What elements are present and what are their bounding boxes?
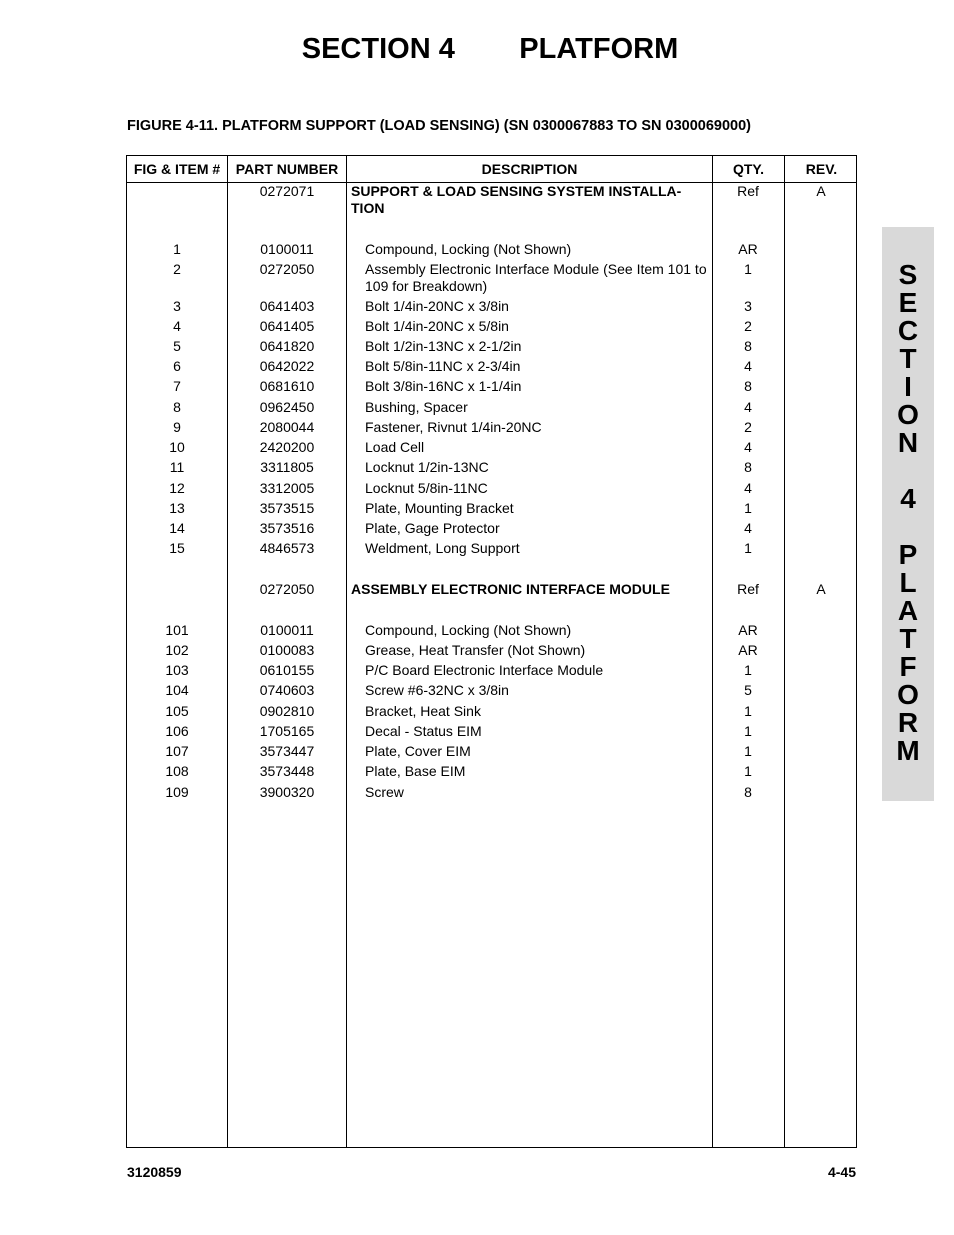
description-cell: Fastener, Rivnut 1/4in-20NC — [365, 419, 542, 435]
fig-item-cell: 8 — [173, 399, 181, 415]
qty-cell: AR — [738, 241, 758, 257]
description-cell: Screw #6-32NC x 3/8in — [365, 682, 509, 698]
document-number: 3120859 — [127, 1164, 182, 1180]
fig-item-cell: 14 — [169, 520, 185, 536]
fig-item-cell: 108 — [165, 763, 189, 779]
description-cell: Plate, Gage Protector — [365, 520, 500, 536]
fig-item-cell: 13 — [169, 500, 185, 516]
qty-cell: Ref — [737, 581, 759, 597]
side-tab-letter — [882, 457, 934, 485]
part-number-cell: 2420200 — [259, 439, 315, 455]
section-title: SECTION 4 PLATFORM — [301, 33, 679, 65]
part-number-cell: 0962450 — [259, 399, 315, 415]
column-header-qty: QTY. — [732, 161, 765, 177]
part-number-cell: 0272071 — [259, 183, 315, 199]
description-cell: Locknut 1/2in-13NC — [365, 459, 489, 475]
description-cell: Bolt 5/8in-11NC x 2-3/4in — [365, 358, 521, 374]
fig-item-cell: 106 — [165, 723, 189, 739]
rev-cell: A — [816, 183, 826, 199]
fig-item-cell: 4 — [173, 318, 181, 334]
qty-cell: 8 — [744, 784, 752, 800]
description-cell: Screw — [365, 784, 404, 800]
description-cell: Locknut 5/8in-11NC — [365, 480, 488, 496]
part-number-cell: 0642022 — [259, 358, 315, 374]
qty-cell: 2 — [744, 419, 752, 435]
part-number-cell: 0272050 — [259, 261, 315, 277]
qty-cell: 3 — [744, 298, 752, 314]
description-cell: Plate, Cover EIM — [365, 743, 471, 759]
fig-item-cell: 12 — [169, 480, 185, 496]
side-tab-letter: 4 — [900, 483, 916, 514]
side-tab-letter: A — [897, 595, 919, 626]
column-header-rev: REV. — [805, 161, 838, 177]
figure-title: FIGURE 4-11. PLATFORM SUPPORT (LOAD SENSING) (SN 0300067883 TO SN 0300069000) — [127, 118, 751, 134]
part-number-cell: 4846573 — [259, 540, 315, 556]
description-cell: Bushing, Spacer — [365, 399, 468, 415]
side-tab-letter: I — [904, 371, 912, 402]
description-cell: Bolt 1/2in-13NC x 2-1/2in — [365, 338, 522, 354]
description-cell: P/C Board Electronic Interface Module — [365, 662, 604, 678]
part-number-cell: 3900320 — [259, 784, 315, 800]
part-number-cell: 0681610 — [259, 378, 315, 394]
column-header-part: PART NUMBER — [235, 161, 339, 177]
fig-item-cell: 105 — [165, 703, 189, 719]
description-cell: Bolt 3/8in-16NC x 1-1/4in — [365, 378, 522, 394]
description-cell: ASSEMBLY ELECTRONIC INTERFACE MODULE — [351, 581, 670, 597]
fig-item-cell: 101 — [165, 622, 189, 638]
rev-cell: A — [816, 581, 826, 597]
section-side-tab — [882, 227, 934, 801]
page-number: 4-45 — [827, 1164, 856, 1180]
parts-table — [126, 155, 857, 1148]
part-number-cell: 0610155 — [259, 662, 315, 678]
description-cell: Load Cell — [365, 439, 425, 455]
column-divider — [784, 156, 785, 1147]
side-tab-letter: P — [898, 539, 918, 570]
qty-cell: 1 — [744, 763, 752, 779]
side-tab-letter — [882, 513, 934, 541]
column-header-description: DESCRIPTION — [481, 161, 578, 177]
side-tab-letter: L — [899, 567, 917, 598]
qty-cell: 4 — [744, 358, 752, 374]
part-number-cell: 0272050 — [259, 581, 315, 597]
qty-cell: 4 — [744, 480, 752, 496]
qty-cell: 8 — [744, 459, 752, 475]
description-cell: Bolt 1/4in-20NC x 3/8in — [365, 298, 509, 314]
description-cell: SUPPORT & LOAD SENSING SYSTEM INSTALLA-TION — [351, 183, 682, 216]
part-number-cell: 0641405 — [259, 318, 315, 334]
part-number-cell: 0641820 — [259, 338, 315, 354]
fig-item-cell: 6 — [173, 358, 181, 374]
fig-item-cell: 109 — [165, 784, 189, 800]
column-header-fig: FIG & ITEM # — [133, 161, 221, 177]
fig-item-cell: 15 — [169, 540, 185, 556]
fig-item-cell: 7 — [173, 378, 181, 394]
side-tab-letter: T — [899, 343, 917, 374]
side-tab-letter: E — [898, 287, 918, 318]
part-number-cell: 2080044 — [259, 419, 315, 435]
qty-cell: 2 — [744, 318, 752, 334]
part-number-cell: 3573448 — [259, 763, 315, 779]
description-cell: Bolt 1/4in-20NC x 5/8in — [365, 318, 509, 334]
qty-cell: 1 — [744, 500, 752, 516]
description-cell: Plate, Base EIM — [365, 763, 466, 779]
fig-item-cell: 11 — [169, 459, 185, 475]
qty-cell: 1 — [744, 723, 752, 739]
qty-cell: 1 — [744, 662, 752, 678]
qty-cell: 4 — [744, 399, 752, 415]
part-number-cell: 3312005 — [259, 480, 315, 496]
qty-cell: AR — [738, 642, 758, 658]
part-number-cell: 0100011 — [260, 622, 314, 638]
side-tab-letter: T — [899, 623, 917, 654]
part-number-cell: 3573516 — [259, 520, 315, 536]
fig-item-cell: 102 — [165, 642, 189, 658]
qty-cell: 5 — [744, 682, 752, 698]
fig-item-cell: 103 — [165, 662, 189, 678]
qty-cell: 8 — [744, 338, 752, 354]
qty-cell: 1 — [744, 540, 752, 556]
side-tab-letter: R — [897, 707, 919, 738]
qty-cell: 4 — [744, 439, 752, 455]
side-tab-letter: N — [897, 427, 919, 458]
description-cell: Compound, Locking (Not Shown) — [365, 241, 572, 257]
part-number-cell: 0641403 — [259, 298, 315, 314]
side-tab-letter: S — [898, 259, 918, 290]
description-cell: Bracket, Heat Sink — [365, 703, 481, 719]
side-tab-letter: M — [896, 735, 920, 766]
qty-cell: AR — [738, 622, 758, 638]
part-number-cell: 3311805 — [260, 459, 314, 475]
part-number-cell: 3573515 — [259, 500, 315, 516]
description-cell: Compound, Locking (Not Shown) — [365, 622, 572, 638]
fig-item-cell: 3 — [173, 298, 181, 314]
part-number-cell: 0902810 — [259, 703, 315, 719]
qty-cell: 1 — [744, 743, 752, 759]
fig-item-cell: 9 — [173, 419, 181, 435]
side-tab-letters — [882, 261, 934, 765]
fig-item-cell: 104 — [165, 682, 189, 698]
qty-cell: 1 — [744, 261, 752, 277]
part-number-cell: 3573447 — [259, 743, 315, 759]
qty-cell: Ref — [737, 183, 759, 199]
description-cell: Grease, Heat Transfer (Not Shown) — [365, 642, 586, 658]
fig-item-cell: 10 — [169, 439, 185, 455]
qty-cell: 4 — [744, 520, 752, 536]
description-cell: Assembly Electronic Interface Module (See Item 101 to 109 for Breakdown) — [365, 261, 707, 294]
fig-item-cell: 5 — [173, 338, 181, 354]
side-tab-letter: O — [897, 399, 919, 430]
fig-item-cell: 1 — [173, 241, 181, 257]
description-cell: Plate, Mounting Bracket — [365, 500, 514, 516]
part-number-cell: 0100083 — [259, 642, 315, 658]
side-tab-letter: C — [897, 315, 919, 346]
description-cell: Decal - Status EIM — [365, 723, 482, 739]
side-tab-letter: F — [899, 651, 917, 682]
part-number-cell: 0740603 — [259, 682, 315, 698]
fig-item-cell: 107 — [165, 743, 189, 759]
side-tab-letter: O — [897, 679, 919, 710]
fig-item-cell: 2 — [173, 261, 181, 277]
qty-cell: 8 — [744, 378, 752, 394]
description-cell: Weldment, Long Support — [365, 540, 520, 556]
qty-cell: 1 — [744, 703, 752, 719]
column-divider — [346, 156, 347, 1147]
part-number-cell: 0100011 — [260, 241, 314, 257]
part-number-cell: 1705165 — [259, 723, 315, 739]
